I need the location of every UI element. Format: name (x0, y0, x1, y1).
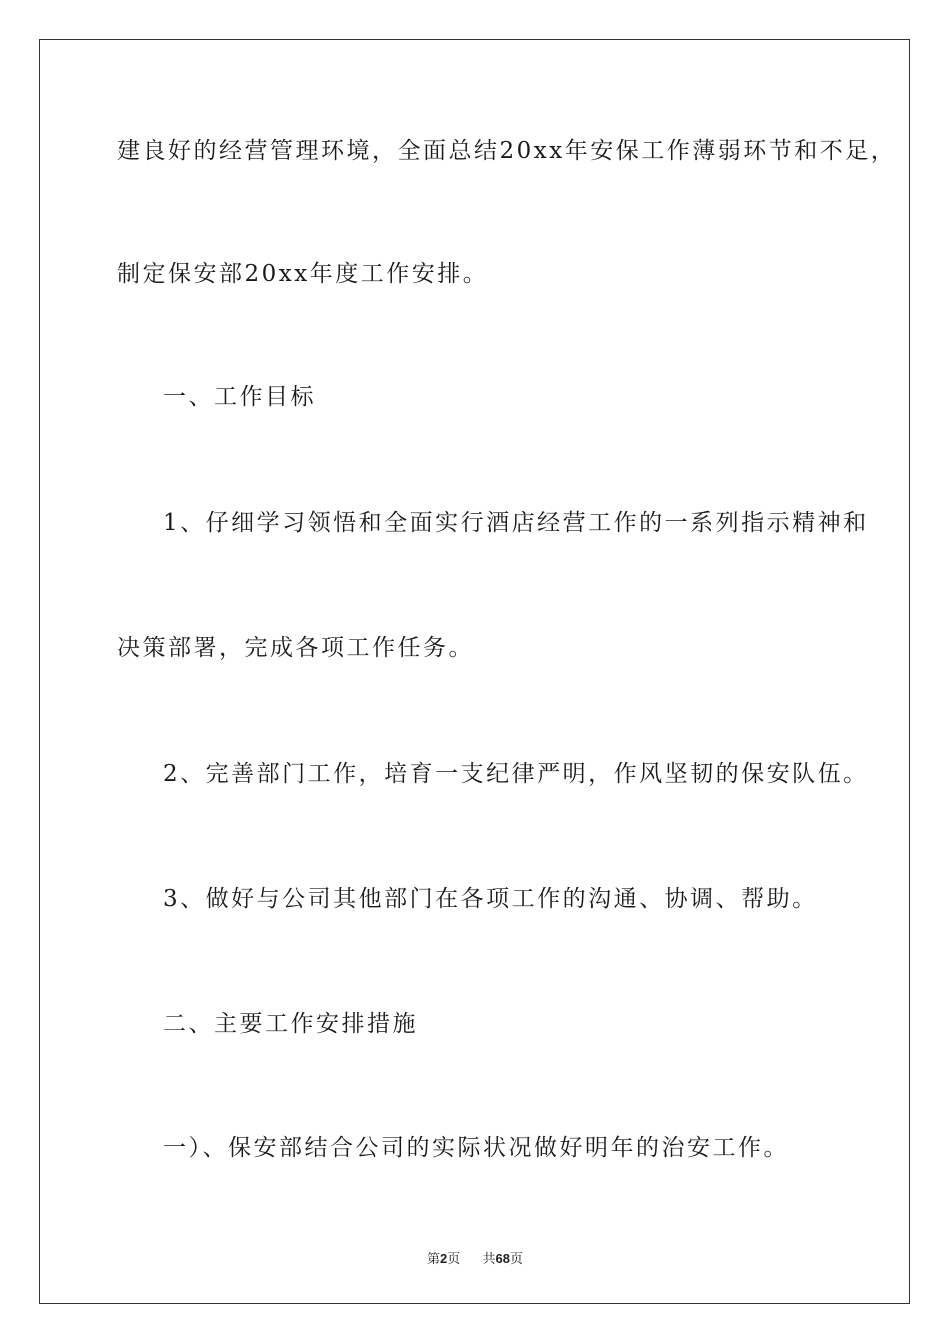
total-prefix: 共 (482, 1252, 496, 1267)
section-heading-1: 一、工作目标 (163, 384, 316, 410)
total-suffix: 页 (510, 1252, 524, 1267)
total-pages-indicator (483, 1248, 524, 1267)
subsection-item-1: 一）、保安部结合公司的实际状况做好明年的治安工作。 (163, 1135, 789, 1161)
body-paragraph-1: 建良好的经营管理环境，全面总结20xx年安保工作薄弱环节和不足， (117, 138, 897, 164)
list-item-1-continued: 决策部署，完成各项工作任务。 (117, 635, 474, 661)
list-item-3: 3、做好与公司其他部门在各项工作的沟通、协调、帮助。 (163, 886, 818, 912)
list-item-2: 2、完善部门工作，培育一支纪律严明，作风坚韧的保安队伍。 (163, 761, 869, 787)
total-pages: 68 (495, 1251, 510, 1266)
body-paragraph-2: 制定保安部20xx年度工作安排。 (117, 261, 489, 287)
page-prefix: 第 (426, 1252, 440, 1267)
section-heading-2: 二、主要工作安排措施 (163, 1011, 418, 1037)
list-item-1: 1、仔细学习领悟和全面实行酒店经营工作的一系列指示精神和 (163, 510, 869, 536)
page-suffix: 页 (447, 1252, 461, 1267)
page-border (39, 39, 910, 1304)
page-number: 2 (439, 1251, 448, 1266)
page-footer (0, 1248, 950, 1267)
page-indicator (427, 1248, 460, 1267)
